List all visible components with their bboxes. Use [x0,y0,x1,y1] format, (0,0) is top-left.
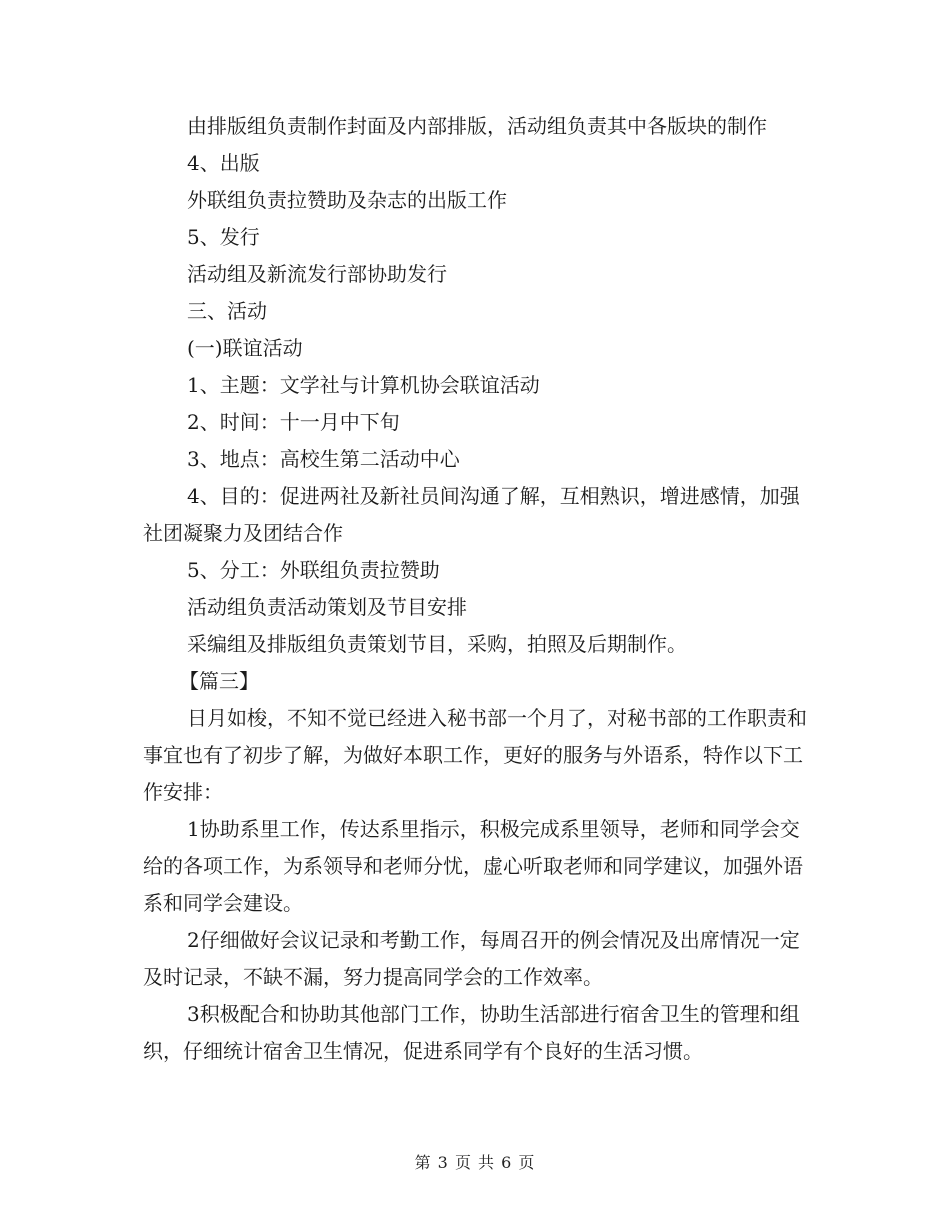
document-body [143,108,813,1070]
paragraph: 1协助系里工作，传达系里指示，积极完成系里领导，老师和同学会交给的各项工作，为系领导和老师分忧，虚心听取老师和同学建议，加强外语系和同学会建设。 [143,817,803,915]
paragraph: 外联组负责拉赞助及杂志的出版工作 [187,188,507,212]
paragraph: 4、出版 [187,151,260,175]
chapter-heading: 【篇三】 [179,669,259,693]
paragraph: 1、主题：文学社与计算机协会联谊活动 [187,373,540,397]
paragraph: 3积极配合和协助其他部门工作，协助生活部进行宿舍卫生的管理和组织，仔细统计宿舍卫生情况，促进系同学有个良好的生活习惯。 [143,1002,800,1063]
paragraph: 活动组负责活动策划及节目安排 [187,595,467,619]
paragraph: 3、地点：高校生第二活动中心 [187,447,460,471]
paragraph: 采编组及排版组负责策划节目，采购，拍照及后期制作。 [187,632,687,656]
paragraph: 2、时间：十一月中下旬 [187,410,400,434]
paragraph: 5、分工：外联组负责拉赞助 [187,558,440,582]
section-heading: 三、活动 [187,299,267,323]
paragraph: 活动组及新流发行部协助发行 [187,262,447,286]
paragraph: 由排版组负责制作封面及内部排版，活动组负责其中各版块的制作 [187,114,767,138]
paragraph: 4、目的：促进两社及新社员间沟通了解，互相熟识，增进感情，加强社团凝聚力及团结合作 [143,484,800,545]
paragraph: 5、发行 [187,225,260,249]
subsection-heading: (一)联谊活动 [187,336,303,360]
page-number-footer: 第 3 页 共 6 页 [414,1153,536,1172]
paragraph: 2仔细做好会议记录和考勤工作，每周召开的例会情况及出席情况一定及时记录，不缺不漏，努力提高同学会的工作效率。 [143,928,800,989]
paragraph: 日月如梭，不知不觉已经进入秘书部一个月了，对秘书部的工作职责和事宜也有了初步了解，为做好本职工作，更好的服务与外语系，特作以下工作安排： [143,706,807,804]
